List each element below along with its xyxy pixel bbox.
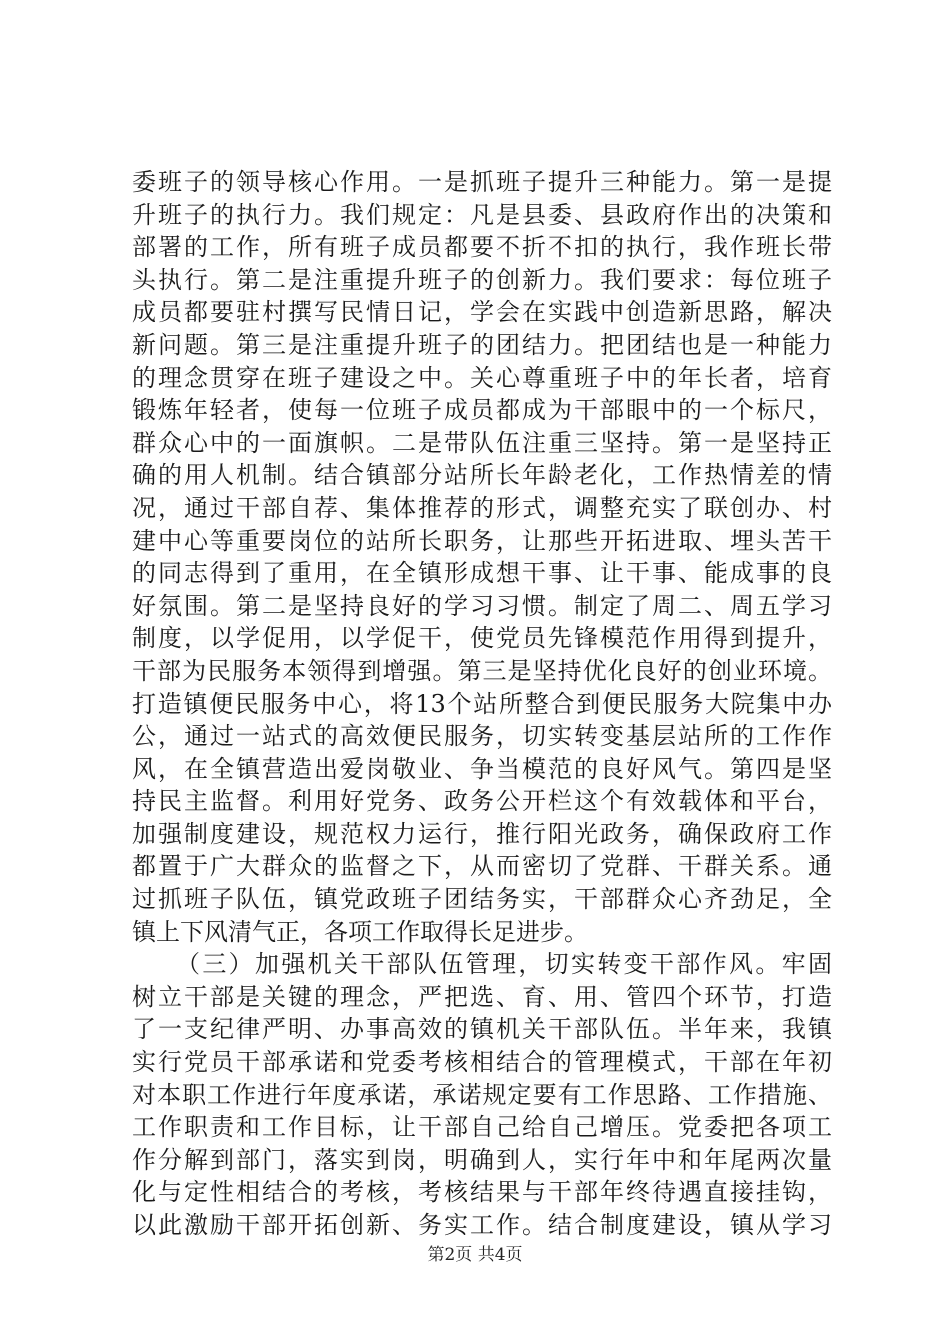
text-line: 新问题。第三是注重提升班子的团结力。把团结也是一种能力 [132, 330, 832, 359]
text-line: 树立干部是关键的理念，严把选、育、用、管四个环节，打造 [132, 982, 832, 1011]
text-line: 打造镇便民服务中心，将13个站所整合到便民服务大院集中办 [132, 689, 832, 718]
text-line: 部署的工作，所有班子成员都要不折不扣的执行，我作班长带 [132, 233, 832, 262]
text-line: 好氛围。第二是坚持良好的学习习惯。制定了周二、周五学习 [132, 591, 832, 620]
text-line: 了一支纪律严明、办事高效的镇机关干部队伍。半年来，我镇 [132, 1015, 832, 1044]
text-line: 确的用人机制。结合镇部分站所长年龄老化，工作热情差的情 [132, 461, 832, 490]
text-line: 加强制度建设，规范权力运行，推行阳光政务，确保政府工作 [132, 819, 832, 848]
text-line: 作分解到部门，落实到岗，明确到人，实行年中和年尾两次量 [132, 1145, 832, 1174]
text-line: 化与定性相结合的考核，考核结果与干部年终待遇直接挂钩， [132, 1178, 832, 1207]
text-line: 持民主监督。利用好党务、政务公开栏这个有效载体和平台， [132, 787, 832, 816]
text-line: 公，通过一站式的高效便民服务，切实转变基层站所的工作作 [132, 722, 832, 751]
text-line: 风，在全镇营造出爱岗敬业、争当模范的良好风气。第四是坚 [132, 754, 832, 783]
text-line: 工作职责和工作目标，让干部自己给自己增压。党委把各项工 [132, 1113, 832, 1142]
text-line: 成员都要驻村撰写民情日记，学会在实践中创造新思路，解决 [132, 298, 832, 327]
text-line: 制度，以学促用，以学促干，使党员先锋模范作用得到提升， [132, 624, 832, 653]
text-line: 干部为民服务本领得到增强。第三是坚持优化良好的创业环境。 [132, 656, 832, 685]
text-line: 对本职工作进行年度承诺，承诺规定要有工作思路、工作措施、 [132, 1080, 832, 1109]
paragraph-2 [132, 948, 832, 1241]
text-line: 的理念贯穿在班子建设之中。关心尊重班子中的年长者，培育 [132, 363, 832, 392]
page-footer [0, 1240, 950, 1265]
text-line: 都置于广大群众的监督之下，从而密切了党群、干群关系。通 [132, 852, 832, 881]
text-line: 委班子的领导核心作用。一是抓班子提升三种能力。第一是提 [132, 168, 832, 196]
text-line: 群众心中的一面旗帜。二是带队伍注重三坚持。第一是坚持正 [132, 428, 832, 457]
paragraph-1 [132, 166, 832, 948]
text-line: 锻炼年轻者，使每一位班子成员都成为干部眼中的一个标尺， [132, 396, 832, 425]
text-line: 以此激励干部开拓创新、务实工作。结合制度建设，镇从学习 [132, 1211, 832, 1239]
text-line: （三）加强机关干部队伍管理，切实转变干部作风。牢固 [176, 950, 832, 979]
text-line: 的同志得到了重用，在全镇形成想干事、让干事、能成事的良 [132, 559, 832, 588]
text-line: 镇上下风清气正，各项工作取得长足进步。 [132, 917, 588, 946]
text-line: 实行党员干部承诺和党委考核相结合的管理模式，干部在年初 [132, 1048, 832, 1077]
text-line: 过抓班子队伍，镇党政班子团结务实，干部群众心齐劲足，全 [132, 885, 832, 914]
text-line: 况，通过干部自荐、集体推荐的形式，调整充实了联创办、村 [132, 493, 832, 522]
text-line: 头执行。第二是注重提升班子的创新力。我们要求：每位班子 [132, 265, 832, 294]
page-number: 第2页 共4页 [427, 1245, 523, 1265]
text-line: 建中心等重要岗位的站所长职务，让那些开拓进取、埋头苦干 [132, 526, 832, 555]
text-line: 升班子的执行力。我们规定：凡是县委、县政府作出的决策和 [132, 200, 832, 229]
document-body [132, 166, 832, 1242]
